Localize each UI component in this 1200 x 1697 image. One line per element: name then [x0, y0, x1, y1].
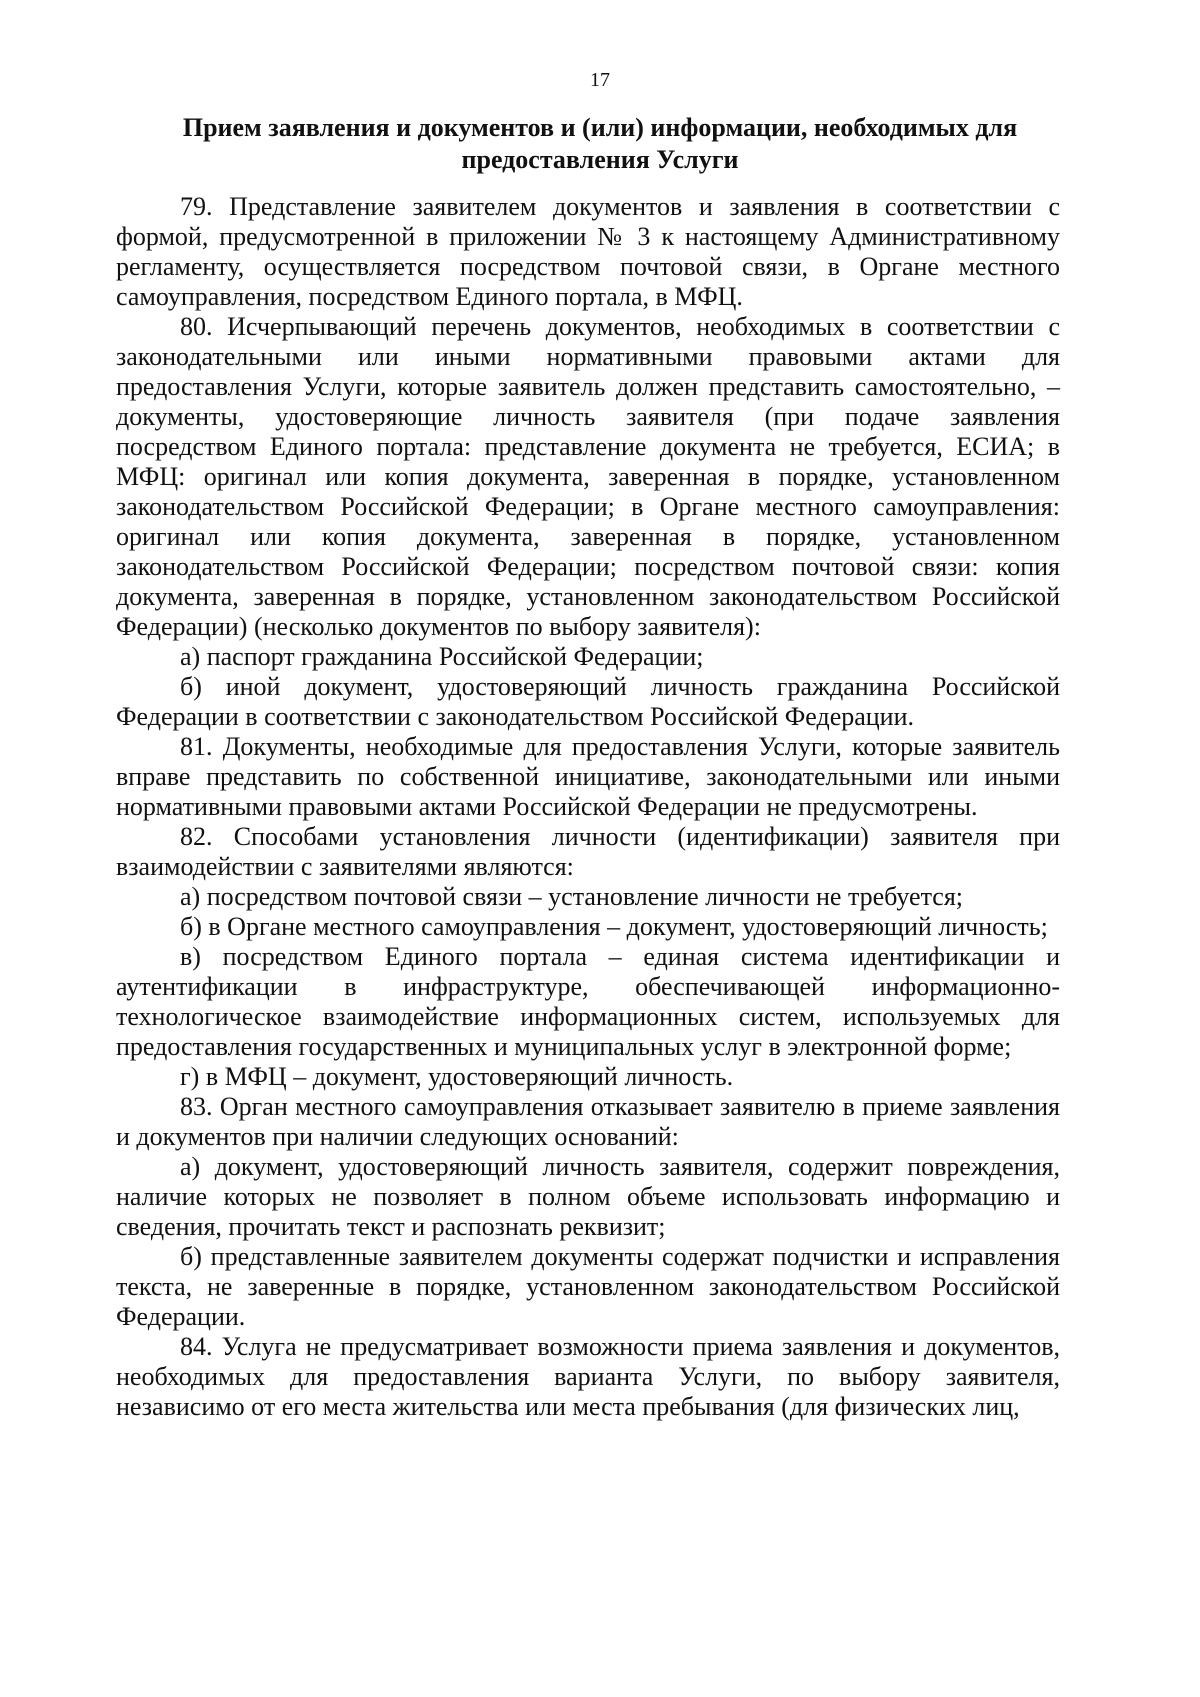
list-item-80b: б) иной документ, удостоверяющий личность гражданина Российской Федерации в соответствии с законодательством Российской Федерации.	[116, 672, 1060, 731]
list-item-80a: а) паспорт гражданина Российской Федерации;	[180, 642, 704, 671]
paragraph-80: 80. Исчерпывающий перечень документов, необходимых в соответствии с законодательными или иными нормативными правовыми актами для предоставления Услуги, которые заявитель должен представить самостоятельно, – документы, удостоверяющие личность заявителя (при подаче заявления посредством Единого портала: представление документа не требуется, ЕСИА; в МФЦ: оригинал или копия документа, заверенная в порядке, установленном законодательством Российской Федерации; в Органе местного самоуправления: оригинал или копия документа, заверенная в порядке, установленном законодательством Российской Федерации; посредством почтовой связи: копия документа, заверенная в порядке, установленном законодательством Российской Федерации) (несколько документов по выбору заявителя):	[116, 312, 1060, 641]
page-number: 17	[590, 69, 610, 91]
paragraph-79: 79. Представление заявителем документов и заявления в соответствии с формой, предусмотренной в приложении № 3 к настоящему Административному регламенту, осуществляется посредством почтовой связи, в Органе местного самоуправления, посредством Единого портала, в МФЦ.	[116, 192, 1060, 311]
list-item-82c: в) посредством Единого портала – единая система идентификации и аутентификации в инфраструктуре, обеспечивающей информационно-технологическое взаимодействие информационных систем, используемых для предоставления государственных и муниципальных услуг в электронной форме;	[116, 942, 1060, 1061]
paragraph-82: 82. Способами установления личности (идентификации) заявителя при взаимодействии с заявителями являются:	[116, 822, 1060, 881]
list-item-83b: б) представленные заявителем документы содержат подчистки и исправления текста, не заверенные в порядке, установленном законодательством Российской Федерации.	[116, 1242, 1060, 1331]
list-item-82d: г) в МФЦ – документ, удостоверяющий личность.	[180, 1062, 734, 1091]
list-item-82a: а) посредством почтовой связи – установление личности не требуется;	[180, 882, 963, 911]
document-body	[116, 192, 1060, 1422]
paragraph-84: 84. Услуга не предусматривает возможности приема заявления и документов, необходимых для предоставления варианта Услуги, по выбору заявителя, независимо от его места жительства или места пребывания (для физических лиц,	[116, 1332, 1060, 1421]
section-heading: Прием заявления и документов и (или) информации, необходимых для предоставления Услуги	[182, 113, 1018, 174]
paragraph-83: 83. Орган местного самоуправления отказывает заявителю в приеме заявления и документов при наличии следующих оснований:	[116, 1092, 1060, 1151]
list-item-82b: б) в Органе местного самоуправления – документ, удостоверяющий личность;	[180, 912, 1048, 941]
list-item-83a: а) документ, удостоверяющий личность заявителя, содержит повреждения, наличие которых не позволяет в полном объеме использовать информацию и сведения, прочитать текст и распознать реквизит;	[116, 1152, 1060, 1241]
paragraph-81: 81. Документы, необходимые для предоставления Услуги, которые заявитель вправе представить по собственной инициативе, законодательными или иными нормативными правовыми актами Российской Федерации не предусмотрены.	[116, 732, 1060, 821]
